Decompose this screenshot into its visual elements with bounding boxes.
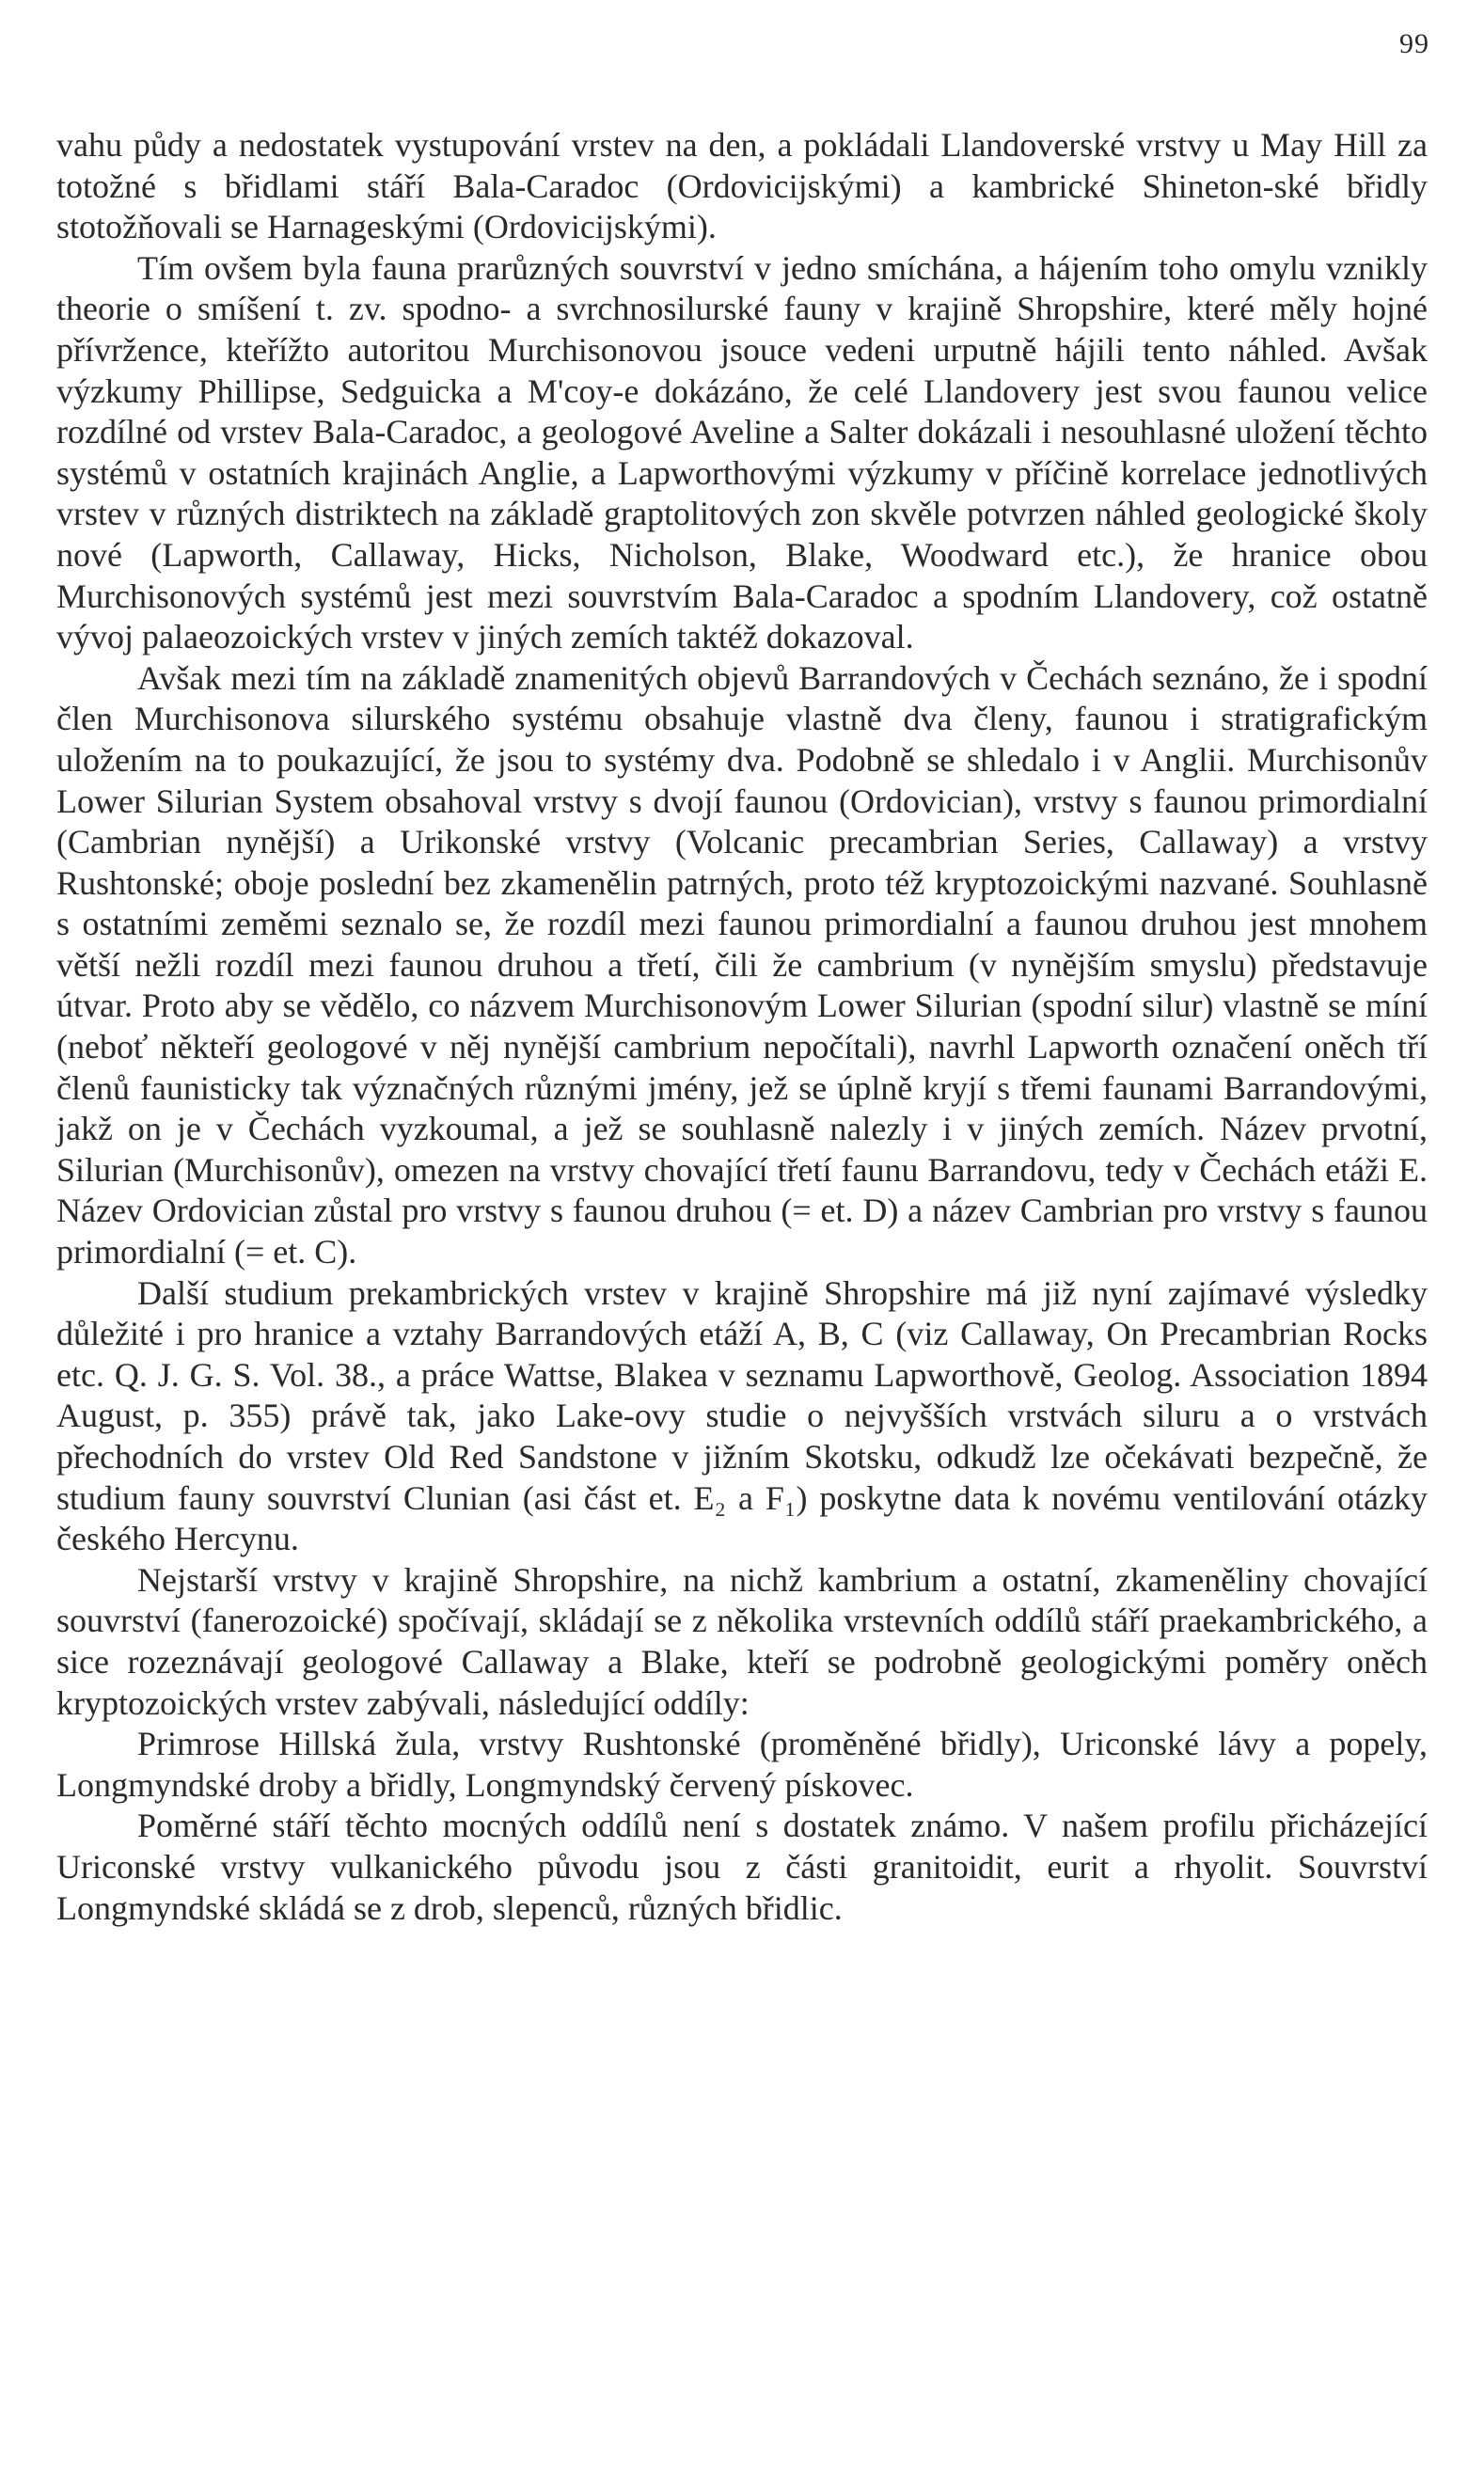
page-body <box>56 125 1428 1929</box>
paragraph-3: Avšak mezi tím na základě znamenitých objevů Barrandových v Čechách seznáno, že i spodní člen Murchisonova silurského systému obsahuje vlastně dva členy, faunou i stratigrafickým uložením na to poukazující, že jsou to systémy dva. Podobně se shledalo i v Anglii. Murchisonův Lower Silurian System obsahoval vrstvy s dvojí faunou (Ordovician), vrstvy s faunou primordialní (Cambrian nynější) a Urikonské vrstvy (Volcanic precambrian Series, Callaway) a vrstvy Rushtonské; oboje poslední bez zkamenělin patrných, proto též kryptozoickými nazvané. Souhlasně s ostatními zeměmi seznalo se, že rozdíl mezi faunou primordialní a faunou druhou jest mnohem větší nežli rozdíl mezi faunou druhou a třetí, čili že cambrium (v nynějším smyslu) představuje útvar. Proto aby se vědělo, co názvem Murchisonovým Lower Silurian (spodní silur) vlastně se míní (neboť někteří geologové v něj nynější cambrium nepočítali), navrhl Lapworth označení oněch tří členů faunisticky tak význačných různými jmény, jež se úplně kryjí s třemi faunami Barrandovými, jakž on je v Čechách vyzkoumal, a jež se souhlasně nalezly i v jiných zemích. Název prvotní, Silurian (Murchisonův), omezen na vrstvy chovající třetí faunu Barrandovu, tedy v Čechách etáži E. Název Ordovician zůstal pro vrstvy s faunou druhou (= et. D) a název Cambrian pro vrstvy s faunou primordialní (= et. C). <box>56 658 1428 1271</box>
paragraph-6: Primrose Hillská žula, vrstvy Rushtonské (proměněné břidly), Uriconské lávy a popely, Longmyndské droby a břidly, Longmyndský červený pískovec. <box>56 1725 1428 1804</box>
page-number: 99 <box>1399 28 1429 59</box>
paragraph-1: vahu půdy a nedostatek vystupování vrstev na den, a pokládali Llandoverské vrstvy u May Hill za totožné s břidlami stáří Bala-Caradoc (Ordovicijskými) a kambrické Shineton-ské břidly stotožňovali se Harnageskými (Ordovicijskými). <box>56 126 1428 246</box>
paragraph-2: Tím ovšem byla fauna prarůzných souvrství v jedno smíchána, a hájením toho omylu vznikly theorie o smíšení t. zv. spodno- a svrchnosilurské fauny v krajině Shropshire, které měly hojné přívržence, kteřížto autoritou Murchisonovou jsouce vedeni urputně hájili tento náhled. Avšak výzkumy Phillipse, Sedguicka a M'coy-e dokázáno, že celé Llandovery jest svou faunou velice rozdílné od vrstev Bala-Caradoc, a geologové Aveline a Salter dokázali i nesouhlasné uložení těchto systémů v ostatních krajinách Anglie, a Lapworthovými výzkumy v příčině korrelace jednotlivých vrstev v různých distriktech na základě graptolitových zon skvěle potvrzen náhled geologické školy nové (Lapworth, Callaway, Hicks, Nicholson, Blake, Woodward etc.), že hranice obou Murchisonových systémů jest mezi souvrstvím Bala-Caradoc a spodním Llandovery, což ostatně vývoj palaeozoických vrstev v jiných zemích taktéž dokazoval. <box>56 248 1428 656</box>
paragraph-7: Poměrné stáří těchto mocných oddílů není s dostatek známo. V našem profilu přicházející Uriconské vrstvy vulkanického původu jsou z části granitoidit, eurit a rhyolit. Souvrství Longmyndské skládá se z drob, slepenců, různých břidlic. <box>56 1807 1428 1927</box>
paragraph-4: Další studium prekambrických vrstev v krajině Shropshire má již nyní zajímavé výsledky důležité i pro hranice a vztahy Barrandových etáží A, B, C (viz Callaway, On Precambrian Rocks etc. Q. J. G. S. Vol. 38., a práce Wattse, Blakea v seznamu Lapworthově, Geolog. Association 1894 August, p. 355) právě tak, jako Lake-ovy studie o nejvyšších vrstvách siluru a o vrstvách přechodních do vrstev Old Red Sandstone v jižním Skotsku, odkudž lze očekávati bezpečně, že studium fauny souvrství Clunian (asi část et. E₂ a F₁) poskytne data k novému ventilování otázky českého Hercynu. <box>56 1273 1428 1558</box>
paragraph-5: Nejstarší vrstvy v krajině Shropshire, na nichž kambrium a ostatní, zkameněliny chovající souvrství (fanerozoické) spočívají, skládají se z několika vrstevních oddílů stáří praekambrického, a sice rozeznávají geologové Callaway a Blake, kteří se podrobně geologickými poměry oněch kryptozoických vrstev zabývali, následující oddíly: <box>56 1560 1428 1722</box>
